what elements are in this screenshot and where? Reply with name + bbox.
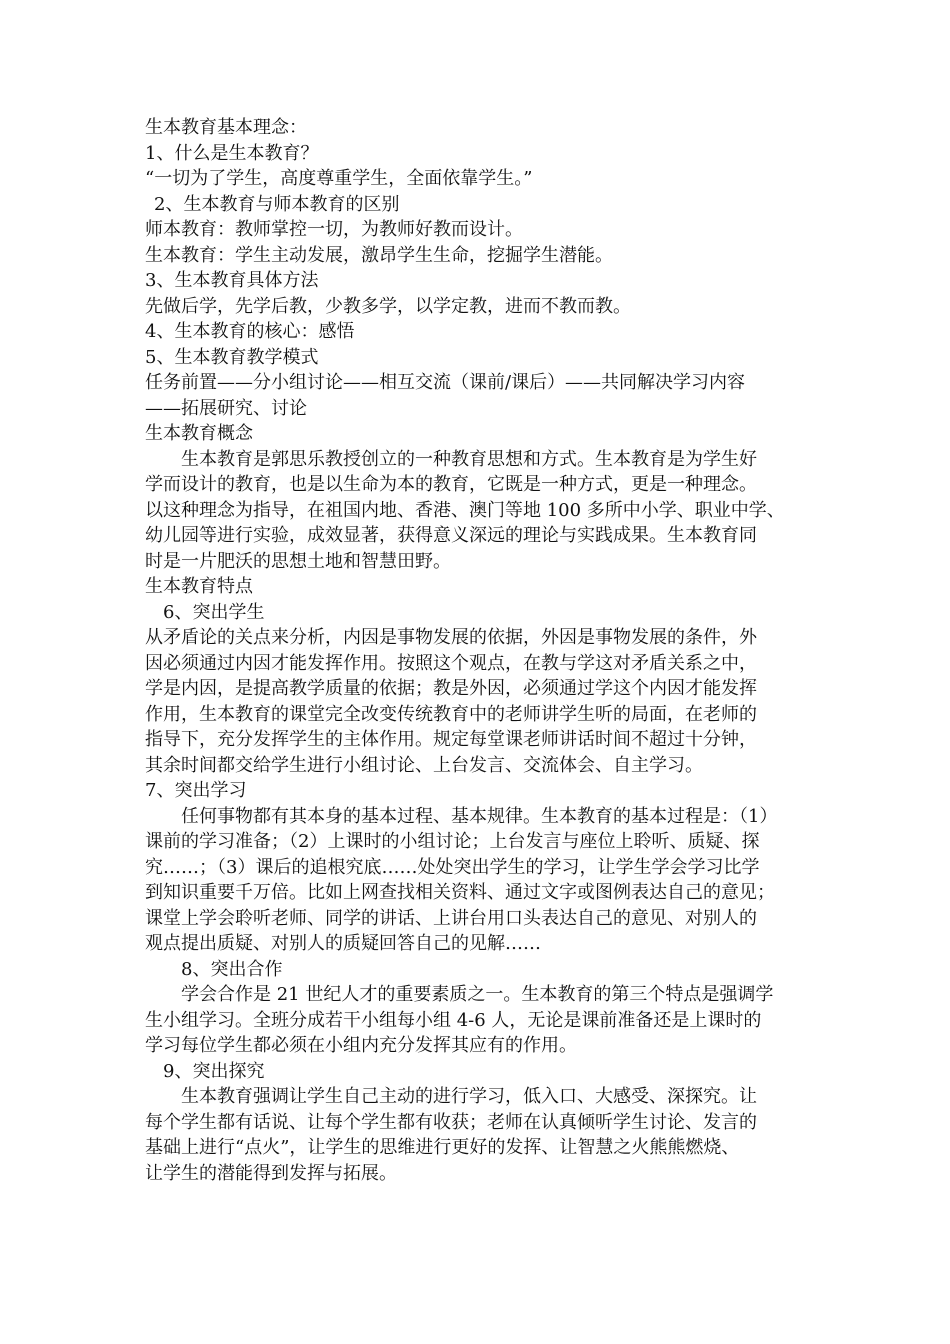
text-line: ——拓展研究、讨论 (145, 397, 307, 419)
text-line: “一切为了学生，高度尊重学生，全面依靠学生。” (145, 168, 533, 189)
paragraph-line: 观点提出质疑、对别人的质疑回答自己的见解…… (145, 933, 541, 954)
text-line: 生本教育：学生主动发展，激昂学生生命，挖掘学生潜能。 (145, 244, 613, 266)
section-title: 生本教育特点 (145, 576, 253, 597)
text-line: 任务前置——分小组讨论——相互交流（课前/课后）——共同解决学习内容 (145, 372, 746, 393)
section-title: 生本教育基本理念： (145, 117, 307, 138)
heading-6: 6、突出学生 (163, 601, 265, 623)
paragraph-line: 任何事物都有其本身的基本过程、基本规律。生本教育的基本过程是：（1） (181, 805, 778, 827)
paragraph-line: 从矛盾论的关点来分析，内因是事物发展的依据，外因是事物发展的条件，外 (145, 627, 757, 648)
paragraph-line: 生本教育强调让学生自己主动的进行学习，低入口、大感受、深探究。让 (181, 1086, 757, 1107)
paragraph-line: 学而设计的教育，也是以生命为本的教育，它既是一种方式，更是一种理念。 (145, 474, 757, 495)
heading-3: 3、生本教育具体方法 (145, 270, 319, 291)
paragraph-line: 时是一片肥沃的思想土地和智慧田野。 (145, 550, 451, 572)
paragraph-line: 基础上进行“点火”，让学生的思维进行更好的发挥、让智慧之火熊熊燃烧、 (145, 1137, 740, 1158)
heading-8: 8、突出合作 (181, 958, 283, 980)
paragraph-line: 每个学生都有话说、让每个学生都有收获；老师在认真倾听学生讨论、发言的 (145, 1111, 757, 1133)
paragraph-line: 以这种理念为指导，在祖国内地、香港、澳门等地 100 多所中小学、职业中学、 (145, 499, 785, 521)
paragraph-line: 学是内因，是提高教学质量的依据；教是外因，必须通过学这个内因才能发挥 (145, 678, 757, 699)
section-title: 生本教育概念 (145, 423, 253, 444)
paragraph-line: 因必须通过内因才能发挥作用。按照这个观点，在教与学这对矛盾关系之中， (145, 652, 757, 674)
paragraph-line: 课堂上学会聆听老师、同学的讲话、上讲台用口头表达自己的意见、对别人的 (145, 907, 757, 929)
paragraph-line: 到知识重要千万倍。比如上网查找相关资料、通过文字或图例表达自己的意见； (145, 882, 775, 903)
heading-4: 4、生本教育的核心：感悟 (145, 321, 355, 342)
paragraph-line: 生本教育是郭思乐教授创立的一种教育思想和方式。生本教育是为学生好 (181, 448, 757, 470)
text-line: 师本教育：教师掌控一切，为教师好教而设计。 (145, 219, 523, 240)
heading-9: 9、突出探究 (163, 1060, 265, 1082)
paragraph-line: 幼儿园等进行实验，成效显著，获得意义深远的理论与实践成果。生本教育同 (145, 525, 757, 546)
paragraph-line: 作用，生本教育的课堂完全改变传统教育中的老师讲学生听的局面，在老师的 (145, 703, 757, 725)
heading-7: 7、突出学习 (145, 780, 247, 801)
text-line: 先做后学，先学后教，少教多学，以学定教，进而不教而教。 (145, 295, 631, 317)
paragraph-line: 指导下，充分发挥学生的主体作用。规定每堂课老师讲话时间不超过十分钟， (145, 729, 757, 750)
paragraph-line: 课前的学习准备；（2）上课时的小组讨论；上台发言与座位上聆听、质疑、探 (145, 831, 760, 852)
heading-5: 5、生本教育教学模式 (145, 346, 319, 368)
paragraph-line: 究……；（3）课后的追根究底……处处突出学生的学习，让学生学会学习比学 (145, 856, 760, 878)
paragraph-line: 其余时间都交给学生进行小组讨论、上台发言、交流体会、自主学习。 (145, 754, 703, 776)
paragraph-line: 学习每位学生都必须在小组内充分发挥其应有的作用。 (145, 1035, 577, 1056)
paragraph-line: 学会合作是 21 世纪人才的重要素质之一。生本教育的第三个特点是强调学 (181, 984, 774, 1005)
paragraph-line: 生小组学习。全班分成若干小组每小组 4-6 人，无论是课前准备还是上课时的 (145, 1009, 762, 1031)
heading-1: 1、什么是生本教育？ (145, 142, 319, 164)
heading-2: 2、生本教育与师本教育的区别 (154, 193, 400, 215)
paragraph-line: 让学生的潜能得到发挥与拓展。 (145, 1162, 397, 1184)
